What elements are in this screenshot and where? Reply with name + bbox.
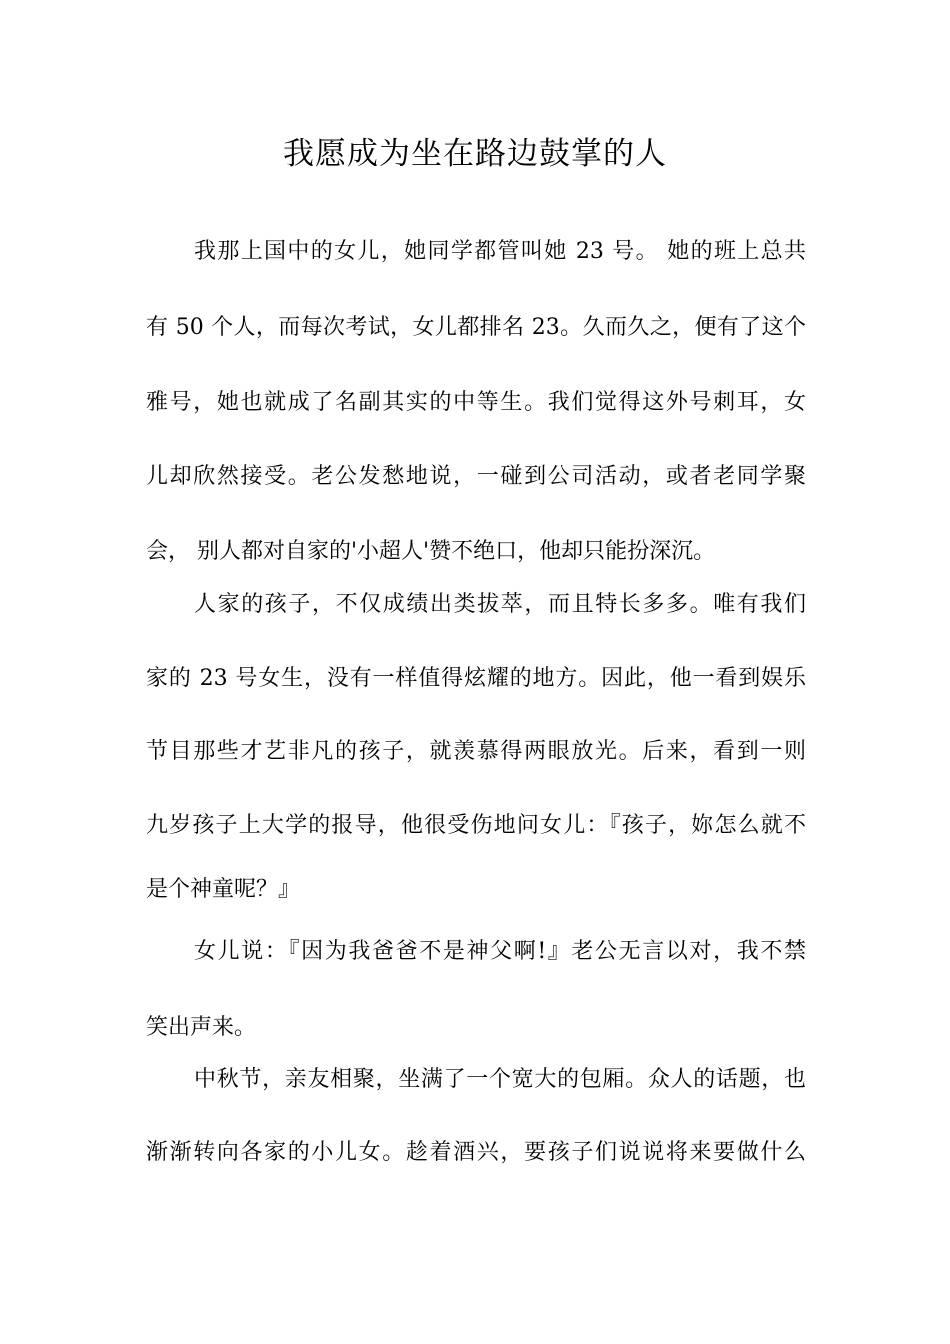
document-title: 我愿成为坐在路边鼓掌的人 bbox=[283, 136, 667, 172]
text-line: 笑出声来。 bbox=[146, 1015, 257, 1040]
text-line: 家的 23 号女生，没有一样值得炫耀的地方。因此，他一看到娱乐 bbox=[146, 666, 806, 691]
text-line: 是个神童呢？』 bbox=[146, 877, 301, 902]
text-line: 节目那些才艺非凡的孩子，就羡慕得两眼放光。后来，看到一则 bbox=[146, 739, 806, 764]
text-line: 九岁孩子上大学的报导，他很受伤地问女儿：『孩子，妳怎么就不 bbox=[146, 813, 806, 838]
text-line: 人家的孩子，不仅成绩出类拔萃，而且特长多多。唯有我们 bbox=[194, 592, 806, 617]
text-line: 中秋节，亲友相聚，坐满了一个宽大的包厢。众人的话题，也 bbox=[194, 1067, 806, 1092]
text-line: 我那上国中的女儿，她同学都管叫她 23 号。 她的班上总共 bbox=[194, 239, 806, 264]
text-line: 有 50 个人，而每次考试，女儿都排名 23。久而久之，便有了这个 bbox=[146, 315, 806, 340]
text-line: 女儿说：『因为我爸爸不是神父啊!』老公无言以对，我不禁 bbox=[194, 939, 806, 964]
text-line: 雅号，她也就成了名副其实的中等生。我们觉得这外号刺耳，女 bbox=[146, 390, 806, 415]
text-line: 渐渐转向各家的小儿女。趁着酒兴，要孩子们说说将来要做什么 bbox=[146, 1140, 806, 1165]
text-line: 会， 别人都对自家的'小超人'赞不绝口，他却只能扮深沉。 bbox=[146, 539, 716, 564]
text-line: 儿却欣然接受。老公发愁地说，一碰到公司活动，或者老同学聚 bbox=[146, 464, 806, 489]
